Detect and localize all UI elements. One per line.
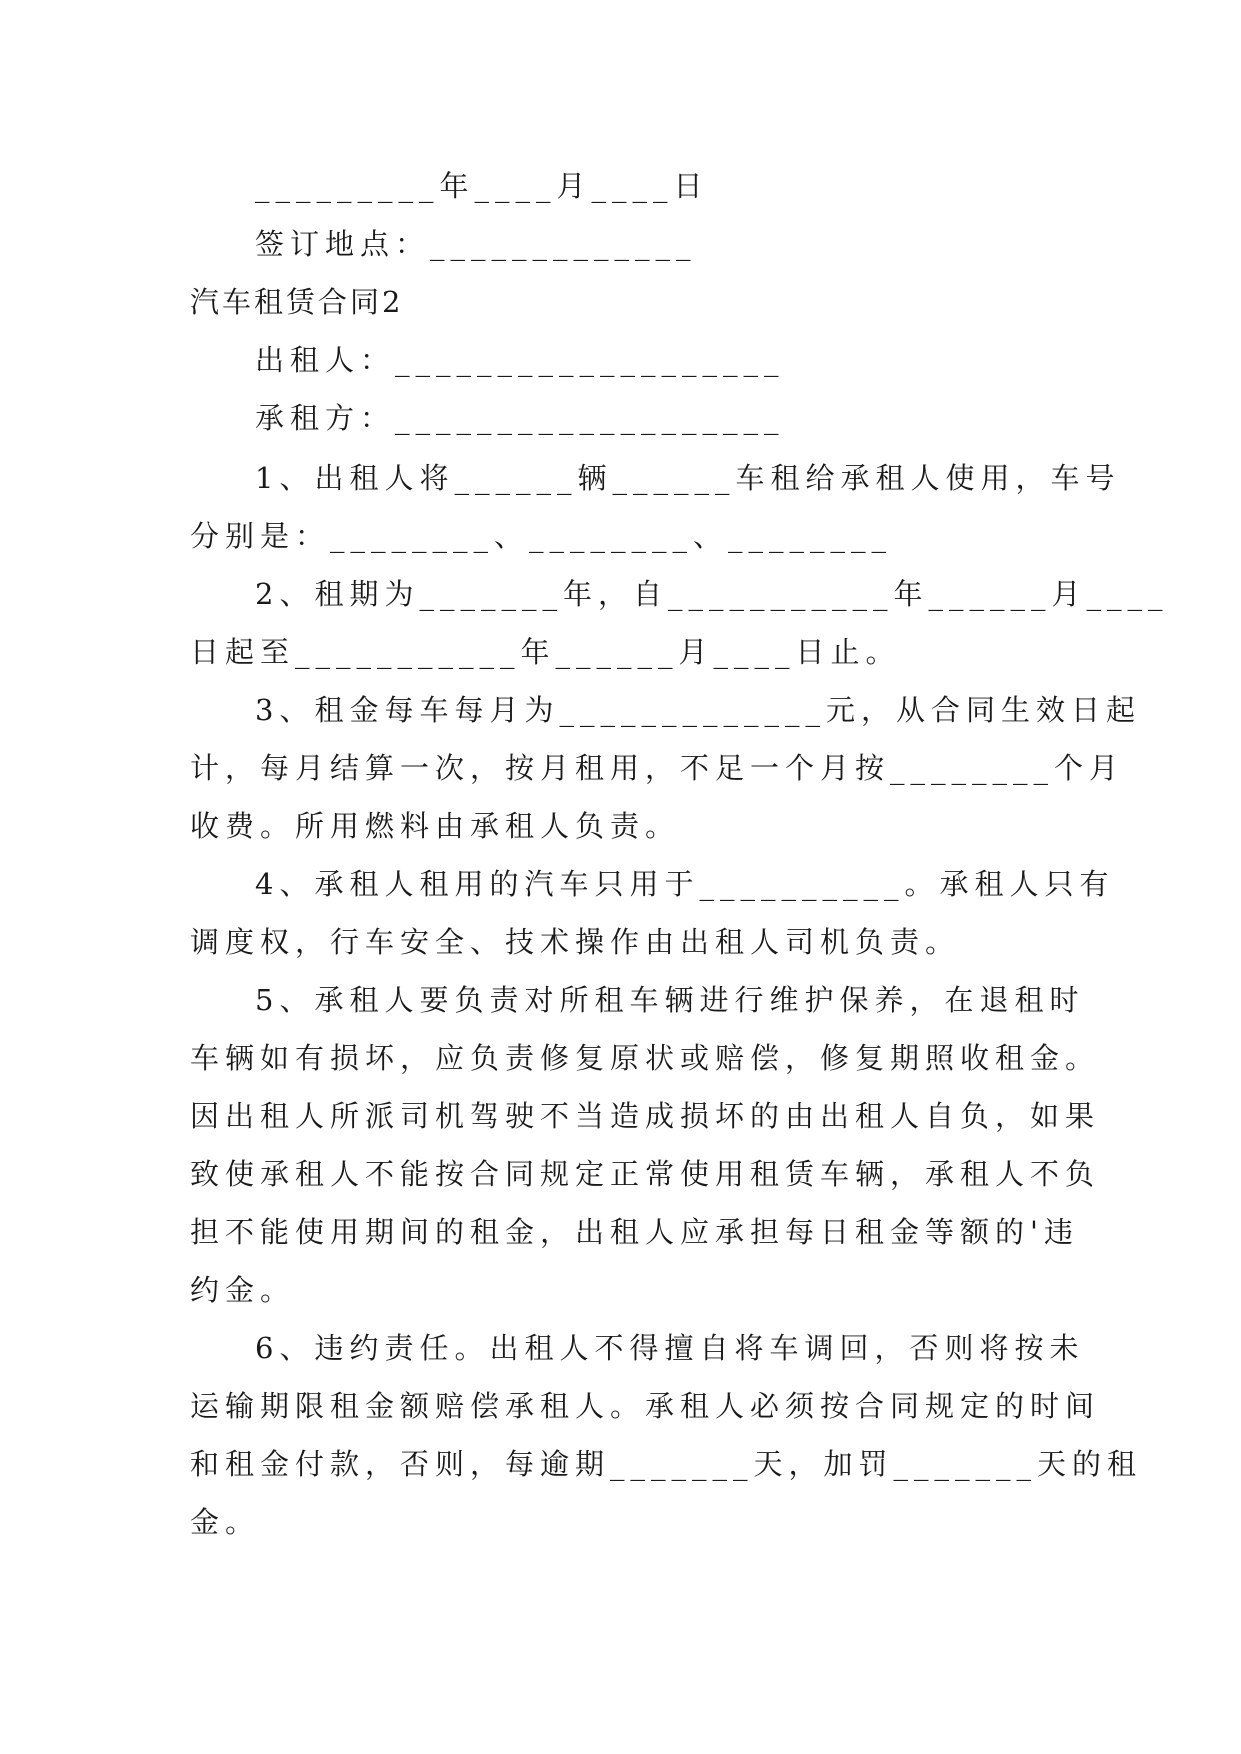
clause-4-line-2: 调度权，行车安全、技术操作由出租人司机负责。 <box>190 925 961 959</box>
clause-3-line-1: 3、租金每车每月为_____________元，从合同生效日起 <box>255 693 1141 727</box>
clause-6-line-1: 6、违约责任。出租人不得擅自将车调回，否则将按未 <box>255 1331 1085 1365</box>
clause-5-line-1: 5、承租人要负责对所租车辆进行维护保养，在退租时 <box>255 983 1085 1017</box>
clause-2-line-1: 2、租期为_______年，自___________年______月____ <box>255 577 1169 611</box>
clause-6-line-3: 和租金付款，否则，每逾期_______天，加罚_______天的租 <box>190 1447 1143 1481</box>
clause-6-line-2: 运输期限租金额赔偿承租人。承租人必须按合同规定的时间 <box>190 1389 1101 1423</box>
clause-5-line-5: 担不能使用期间的租金，出租人应承担每日租金等额的'违 <box>190 1215 1079 1249</box>
clause-3-line-3: 收费。所用燃料由承租人负责。 <box>190 809 681 843</box>
clause-5-line-4: 致使承租人不能按合同规定正常使用租赁车辆，承租人不负 <box>190 1157 1101 1191</box>
date-line: _________年____月____日 <box>255 169 709 203</box>
clause-1-line-2: 分别是：________、________、________ <box>190 519 893 553</box>
clause-6-line-4: 金。 <box>190 1505 261 1539</box>
signing-place-line: 签订地点：_____________ <box>255 227 697 261</box>
clause-5-line-6: 约金。 <box>190 1273 296 1307</box>
clause-3-line-2: 计，每月结算一次，按月租用，不足一个月按________个月 <box>190 751 1125 785</box>
clause-5-line-2: 车辆如有损坏，应负责修复原状或赔偿，修复期照收租金。 <box>190 1041 1101 1075</box>
clause-5-line-3: 因出租人所派司机驾驶不当造成损坏的由出租人自负，如果 <box>190 1099 1101 1133</box>
clause-1-line-1: 1、出租人将______辆______车租给承租人使用，车号 <box>255 461 1121 495</box>
clause-4-line-1: 4、承租人租用的汽车只用于__________。承租人只有 <box>255 867 1115 901</box>
contract-title: 汽车租赁合同2 <box>190 285 404 319</box>
clause-2-line-2: 日起至___________年______月____日止。 <box>190 635 901 669</box>
lessor-line: 出租人：___________________ <box>255 343 785 377</box>
lessee-line: 承租方：___________________ <box>255 401 785 435</box>
